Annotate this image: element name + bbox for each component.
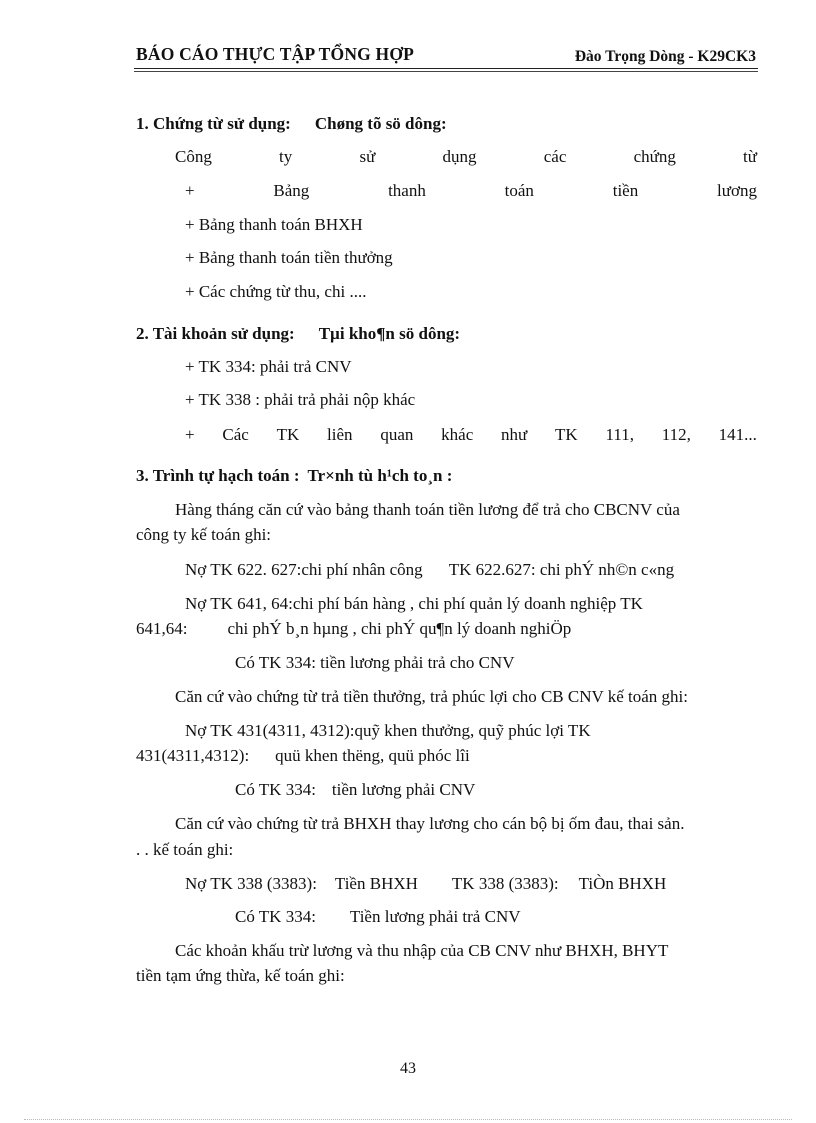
section1-item-bonus: + Bảng thanh toán tiền thưởng	[185, 248, 393, 267]
header-divider	[134, 68, 758, 69]
section2-item-related-word: quan	[380, 425, 414, 444]
section2-item-related-word: như	[501, 425, 528, 444]
section3-heading: 3. Trình tự hạch toán : Tr×nh tù h¹ch to¸n :	[136, 466, 453, 485]
section1-item-bhxh: + Bảng thanh toán BHXH	[185, 215, 363, 234]
section1-item-payroll-word: Bảng	[273, 181, 310, 200]
header-divider-thin	[134, 71, 758, 72]
section2-item-related-word: 111,	[605, 425, 634, 444]
section2-item-tk334: + TK 334: phải trả CNV	[185, 357, 352, 376]
author-name: Đào Trọng Dòng - K29CK3	[574, 48, 756, 65]
section1-intro-word: chứng	[633, 147, 676, 166]
section2-item-related-word: liên	[327, 425, 353, 444]
section1-intro-word: Công	[175, 147, 212, 166]
section1-intro-word: từ	[743, 147, 757, 166]
section1-intro-word: sử	[359, 147, 376, 166]
section1-intro-word: các	[543, 147, 567, 166]
report-title: BÁO CÁO THỰC TẬP TỔNG HỢP	[136, 44, 415, 64]
section2-item-tk338: + TK 338 : phải trả phải nộp khác	[185, 390, 416, 409]
entry-debit-622: Nợ TK 622. 627:chi phí nhân công TK 622.627: chi phÝ nh©n c«ng	[185, 560, 675, 579]
entry-debit-431-line1: Nợ TK 431(4311, 4312):quỹ khen thưởng, quỹ phúc lợi TK	[185, 721, 591, 740]
entry-debit-641-line1: Nợ TK 641, 64:chi phí bán hàng , chi phí quản lý doanh nghiệp TK	[185, 594, 643, 613]
section2-item-related-word: 141...	[718, 425, 757, 444]
section3-paragraph4-line2: tiền tạm ứng thừa, kế toán ghi:	[136, 966, 345, 985]
entry-credit-334-c: Có TK 334: Tiền lương phải trả CNV	[235, 907, 521, 926]
section2-item-related-word: +	[185, 425, 195, 444]
section1-intro-word: dụng	[442, 147, 477, 166]
entry-credit-334-a: Có TK 334: tiền lương phải trả cho CNV	[235, 653, 515, 672]
section3-paragraph1-line2: công ty kế toán ghi:	[136, 525, 272, 544]
section2-item-related-word: 112,	[661, 425, 691, 444]
section3-paragraph3-line2: . . kế toán ghi:	[136, 840, 234, 859]
section1-item-payroll-word: +	[185, 181, 195, 200]
section1-item-payroll-word: lương	[717, 181, 757, 200]
entry-debit-431-line2: 431(4311,4312): quü khen thëng, quü phóc lîi	[136, 746, 470, 765]
section2-heading: 2. Tài khoản sử dụng: Tµi kho¶n sö dông:	[136, 324, 461, 343]
section1-item-payroll	[185, 181, 757, 201]
section1-item-payroll-word: thanh	[388, 181, 426, 200]
section3-paragraph3-line1: Căn cứ vào chứng từ trả BHXH thay lương cho cán bộ bị ốm đau, thai sản.	[175, 814, 685, 833]
section1-item-payroll-word: tiền	[612, 181, 639, 200]
section1-intro-line	[175, 147, 757, 167]
section2-item-related-word: TK	[276, 425, 300, 444]
section3-paragraph1-line1: Hàng tháng căn cứ vào bảng thanh toán tiền lương để trả cho CBCNV của	[175, 500, 680, 519]
entry-debit-338: Nợ TK 338 (3383): Tiền BHXH TK 338 (3383): TiÒn BHXH	[185, 874, 667, 893]
section1-item-payroll-word: toán	[504, 181, 534, 200]
section1-item-receipts: + Các chứng từ thu, chi ....	[185, 282, 367, 301]
section1-heading: 1. Chứng từ sử dụng: Chøng tõ sö dông:	[136, 114, 447, 133]
section3-paragraph2: Căn cứ vào chứng từ trả tiền thưởng, trả phúc lợi cho CB CNV kế toán ghi:	[175, 687, 688, 706]
entry-credit-334-b: Có TK 334: tiền lương phải CNV	[235, 780, 476, 799]
section2-item-related-word: khác	[441, 425, 474, 444]
section2-item-related	[185, 425, 757, 445]
page-number: 43	[400, 1060, 416, 1077]
section1-intro-word: ty	[279, 147, 293, 166]
section2-item-related-word: Các	[222, 425, 249, 444]
entry-debit-641-line2: 641,64: chi phÝ b¸n hµng , chi phÝ qu¶n lý doanh nghiÖp	[136, 619, 572, 638]
section3-paragraph4-line1: Các khoản khấu trừ lương và thu nhập của CB CNV như BHXH, BHYT	[175, 941, 669, 960]
section2-item-related-word: TK	[555, 425, 578, 444]
footer-divider	[24, 1119, 792, 1120]
